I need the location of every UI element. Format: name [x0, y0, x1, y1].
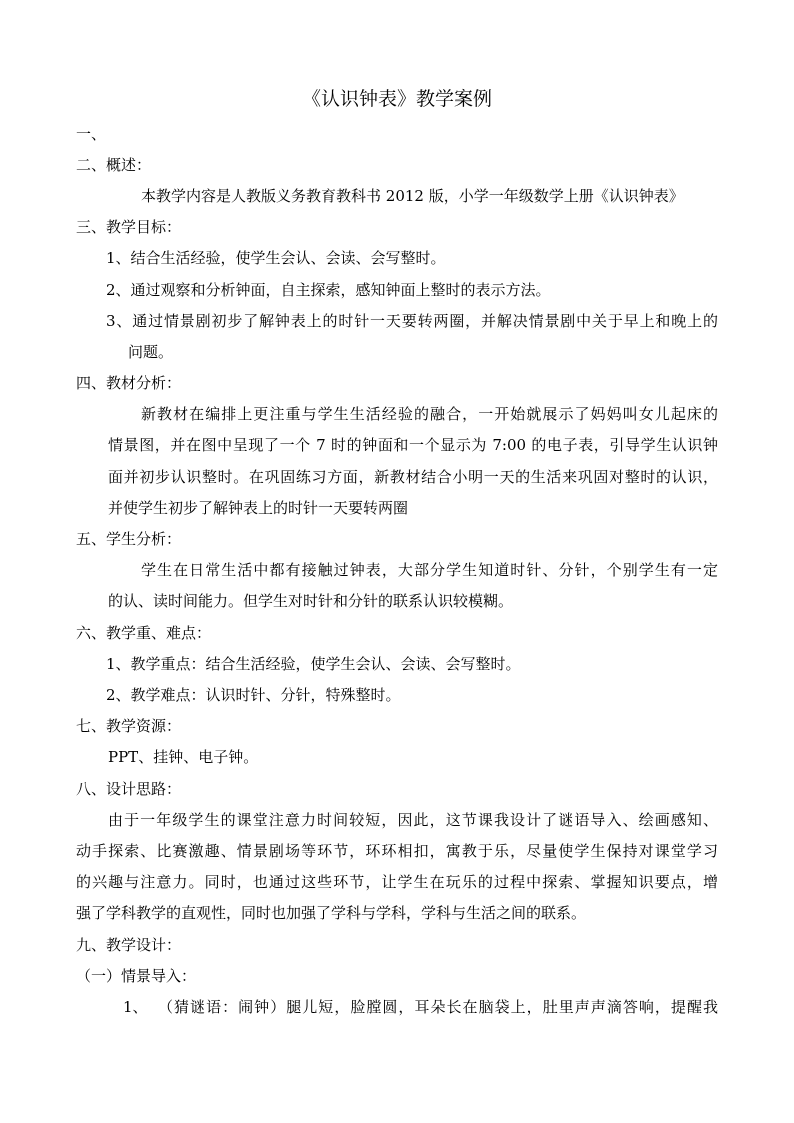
objective-item-3-continued: 问题。 [128, 343, 174, 361]
textbook-analysis-line-4: 并使学生初步了解钟表上的时针一天要转两圈 [108, 499, 409, 517]
student-analysis-line-1: 学生在日常生活中都有接触过钟表，大部分学生知道时针、分针，个别学生有一定 [141, 561, 718, 579]
objective-item-1: 1、结合生活经验，使学生会认、会读、会写整时。 [106, 249, 446, 267]
section-2-paragraph: 本教学内容是人教版义务教育教科书 2012 版，小学一年级数学上册《认识钟表》 [141, 187, 684, 205]
resources-paragraph: PPT、挂钟、电子钟。 [108, 748, 259, 766]
textbook-analysis-line-2: 情景图，并在图中呈现了一个 7 时的钟面和一个显示为 7:00 的电子表，引导学生认识钟 [108, 436, 718, 454]
textbook-analysis-line-3: 面并初步认识整时。在巩固练习方面，新教材结合小明一天的生活来巩固对整时的认识， [108, 468, 718, 486]
design-idea-line-4: 强了学科教学的直观性，同时也加强了学科与学科，学科与生活之间的联系。 [76, 904, 587, 922]
section-1-heading: 一、 [76, 125, 107, 143]
objective-item-3: 3、通过情景剧初步了解钟表上的时针一天要转两圈，并解决情景剧中关于早上和晚上的 [106, 312, 718, 330]
difficult-point-item: 2、教学难点：认识时针、分针，特殊整时。 [106, 686, 401, 704]
section-7-heading: 七、教学资源： [76, 717, 182, 735]
riddle-item-number: 1、 [123, 998, 148, 1016]
section-8-heading: 八、设计思路： [76, 780, 182, 798]
section-5-heading: 五、学生分析： [76, 530, 182, 548]
section-6-heading: 六、教学重、难点： [76, 624, 212, 642]
section-2-heading: 二、概述： [76, 156, 152, 174]
riddle-item-text: （猜谜语：闹钟）腿儿短，脸膛圆，耳朵长在脑袋上，肚里声声滴答响，提醒我 [158, 998, 718, 1016]
document-title: 《认识钟表》教学案例 [301, 88, 492, 110]
textbook-analysis-line-1: 新教材在编排上更注重与学生生活经验的融合，一开始就展示了妈妈叫女儿起床的 [141, 405, 718, 423]
key-point-item: 1、教学重点：结合生活经验，使学生会认、会读、会写整时。 [106, 655, 521, 673]
design-idea-line-2: 动手探索、比赛激趣、情景剧场等环节，环环相扣，寓教于乐，尽量使学生保持对课堂学习 [76, 842, 718, 860]
section-3-heading: 三、教学目标： [76, 218, 182, 236]
design-idea-line-1: 由于一年级学生的课堂注意力时间较短，因此，这节课我设计了谜语导入、绘画感知、 [108, 811, 718, 829]
subsection-1-heading: （一）情景导入： [76, 967, 197, 985]
section-9-heading: 九、教学设计： [76, 936, 182, 954]
objective-item-2: 2、通过观察和分析钟面，自主探索，感知钟面上整时的表示方法。 [106, 281, 551, 299]
student-analysis-line-2: 的认、读时间能力。但学生对时针和分针的联系认识较模糊。 [108, 592, 514, 610]
design-idea-line-3: 的兴趣与注意力。同时，也通过这些环节，让学生在玩乐的过程中探索、掌握知识要点，增 [76, 873, 718, 891]
section-4-heading: 四、教材分析： [76, 374, 182, 392]
